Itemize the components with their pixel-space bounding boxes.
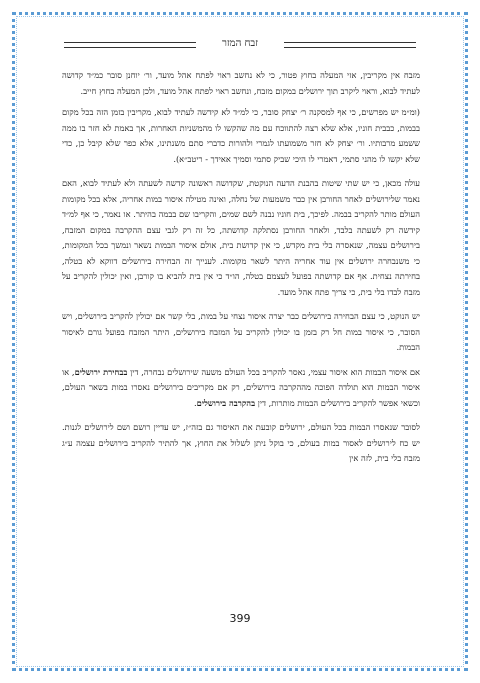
paragraph-5-bold-b: בהקרבה בירושלים bbox=[196, 397, 256, 408]
paragraph-4: יש הנוקט, כי עצם הבחירה בירושלים כבר יצרה איסור נצחי על במות, בלי קשר אם יכולין להקריב בירושלים, ויש הסובר, כי איסור במות חל רק בזמן בו יכולין להקריב על המזבח בירושלים, היתר המזבח בפועל גורם לאיסור הבמות. bbox=[62, 311, 420, 352]
paragraph-5-bold-a: בבחירת ירושלים bbox=[74, 366, 128, 377]
paragraph-1: מזבח אין מקריבין, אזי המעלה בחוץ פטור, כי לא נחשב ראוי לפתח אהל מועד, ור׳ יוחנן סובר כמ״ד קדושה לעתיד לבוא, וראוי ליקרב תוך ירושלים במקום מזבח, ונחשב ראוי לפתח אהל מועד, ולכן המעלה בחוץ חייב. bbox=[62, 70, 420, 96]
page-number: 399 bbox=[229, 612, 251, 625]
paragraph-5-text-b: , או איסור הבמות הוא תולדה הפוכה מההקרבה בירושלים, רק אם מקריבים בירושלים נאסרו במות בשאר העולם, וכשאי אפשר להקריב בירושלים הבמות מותרות, דין bbox=[62, 366, 420, 408]
header-rule-right bbox=[284, 42, 416, 48]
paragraph-5-text-a: אם איסור הבמות הוא איסור עצמי, נאסר להקריב בכל העולם משעה שירושלים נבחרה, דין bbox=[127, 366, 420, 377]
paragraph-5-text-c: . bbox=[194, 397, 197, 408]
paragraph-6: לסובר שנאסרו הבמות בכל העולם, ירושלים קובעת את האיסור גם בזה״ז, יש עדיין רושם ושם לירושלים לגנות. יש כח לירושלים לאסור במות בעולם, כי בוקל ניתן לשלול את החוץ, אך להתיר להקריב בירושלים עצמה ע״ג מזבח בלי בית, לזה אין bbox=[62, 422, 420, 463]
header-title: זבח המזר bbox=[221, 38, 259, 49]
page-body bbox=[62, 68, 420, 473]
running-header bbox=[64, 36, 416, 56]
paragraph-5 bbox=[62, 365, 420, 412]
paragraph-3: עולה מכאן, כי יש שתי שיטות בהבנת הדעה הנוקטת, שקדושה ראשונה קדשה לשעתה ולא לעתיד לבוא, האם נאמר שלירושלים לאחר החורבן אין כבר משמעות של נחלה, ואינה מטילה איסור במות אחריה, אלא בכל מקומות העולם מותר להקריב בבמה. לפיכך, בית חוניו נבנה לשם שמים, והקריבו שם בבמה בהיתר. או נאמר, כי אף למ״ד קידשה רק לשעתה בלבד, ולאחר החורבן נסתלקה קדושתה, כל זה רק לגבי עצם ההקרבה במקום המזבח, בירושלים עצמה, שנאסרה בלי בית מקדש, כי אין קדושת בית, אולם איסור הבמות נשאר ונמשך בכל המקומות, כי משנבחרה ירושלים אין עוד אחריה היתר לשאר מקומות. לענייך זה הבחירה בירושלים דווקא לא בטלה, בחירתה נצחית. אף אם קדושתה בפועל לעצמם בטלה, הו״ד כי אין בית להביא בו קורבן, ואין יכולין להקריב על מזבח לבדו בלי בית, כי צריך פתח אהל מועד. bbox=[62, 178, 420, 297]
paragraph-2: (ומ״מ יש מפרשים, כי אף למסקנה ר׳ יצחק סובר, כי למ״ד לא קידשה לעתיד לבוא, מקריבין בזמן הזה בכל מקום בבמות, כבבית חוניו, אלא שלא רצה להתווכח עם מה שהקשו לו מהמשניות האחרות, אך באמת לא חזר בו ממה ששמע מרבותיו. ור׳ יצחק לא חזר משמועתו לגמרי ולהורות כדברי סתם משנתינו, אלא כפר שלא קיבל כן, כדי שלא יקשו לו מהני סתמי, דאמרי לו היכי שביק סתמי וסמיך אאידך - ריטב״א). bbox=[62, 107, 420, 164]
